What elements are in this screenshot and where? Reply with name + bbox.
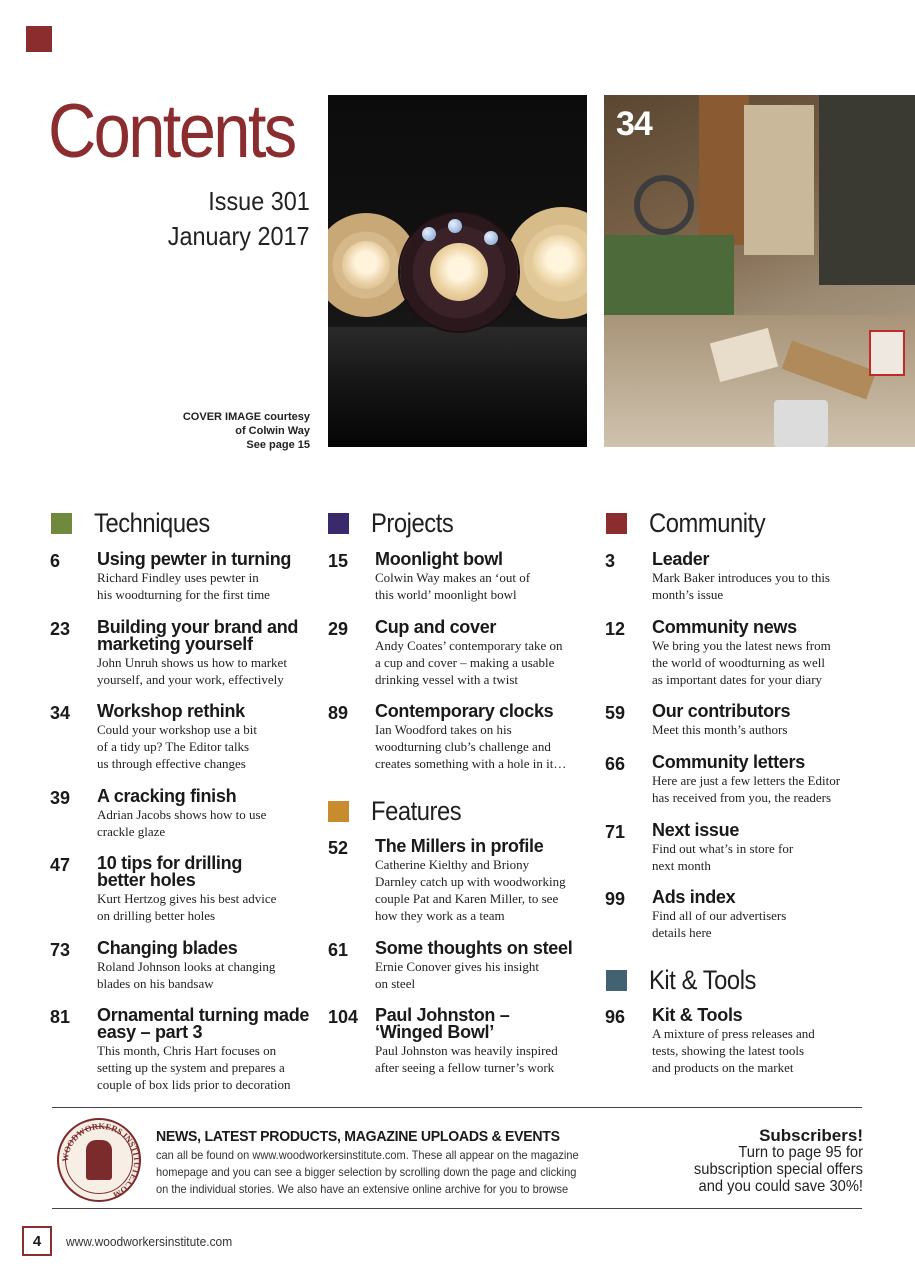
logo-lettering	[59, 1120, 143, 1204]
toc-entry-title: Our contributors	[652, 701, 791, 721]
toc-entry-title: Ornamental turning made easy – part 3	[97, 1005, 310, 1042]
cover-credit	[183, 410, 310, 452]
toc-entry-title: Paul Johnston – ‘Winged Bowl’	[375, 1005, 510, 1042]
section-projects	[328, 508, 465, 539]
toc-entry-description: We bring you the latest news from the world of woodturning as well as important dates for your diary	[652, 638, 831, 687]
toc-entry-title: Ads index	[652, 887, 736, 907]
toc-page-number: 89	[328, 703, 349, 723]
toc-page-number: 6	[50, 551, 61, 571]
page-number: 4	[22, 1226, 52, 1256]
toc-entry-title: Community news	[652, 617, 797, 637]
toc-entry-title: 10 tips for drilling better holes	[97, 853, 243, 890]
subscribers-body: Turn to page 95 for subscription special offers and you could save 30%!	[693, 1144, 863, 1195]
workshop-door	[699, 95, 749, 245]
news-heading: NEWS, LATEST PRODUCTS, MAGAZINE UPLOADS & EVENTS	[156, 1128, 560, 1145]
section-marker	[606, 970, 627, 991]
section-techniques	[51, 508, 226, 539]
cover-credit-line: COVER IMAGE courtesy	[182, 411, 310, 423]
toc-entry-description: Mark Baker introduces you to this month’s issue	[652, 570, 830, 602]
toc-entry-description: Find all of our advertisers details here	[652, 908, 787, 940]
toc-entry-description: Andy Coates’ contemporary take on a cup and cover – making a usable drinking vessel with a twist	[375, 638, 563, 687]
section-marker	[606, 513, 627, 534]
section-marker	[328, 801, 349, 822]
cover-credit-line: of Colwin Way	[235, 425, 310, 437]
toc-entry-title: Kit & Tools	[652, 1005, 743, 1025]
corner-marker	[26, 26, 52, 52]
toc-entry-title: Workshop rethink	[97, 701, 245, 721]
section-kit-tools	[606, 965, 771, 996]
toc-page-number: 59	[605, 703, 626, 723]
toc-page-number: 15	[328, 551, 349, 571]
section-marker	[328, 513, 349, 534]
issue-number: Issue 301	[208, 186, 310, 216]
section-label: Community	[649, 508, 766, 538]
page-title: Contents	[48, 89, 295, 174]
toc-entry-description: Ian Woodford takes on his woodturning club’s challenge and creates something with a hole in it…	[375, 722, 567, 771]
toc-page-number: 52	[328, 838, 349, 858]
moon-spot	[422, 227, 436, 241]
toc-entry-description: Meet this month’s authors	[652, 722, 788, 737]
issue-date: January 2017	[168, 221, 310, 251]
footer-divider	[52, 1208, 862, 1209]
svg-text:WOODWORKERS INSTITUTE.COM: WOODWORKERS INSTITUTE.COM	[59, 1120, 143, 1201]
toc-page-number: 104	[328, 1007, 359, 1027]
woodworkers-institute-logo[interactable]	[57, 1118, 141, 1202]
toc-entry-title: Community letters	[652, 752, 805, 772]
toc-entry-description: Richard Findley uses pewter in his woodturning for the first time	[97, 570, 270, 602]
toc-entry-title: A cracking finish	[97, 786, 237, 806]
toc-page-number: 3	[605, 551, 616, 571]
toc-entry-description: Could your workshop use a bit of a tidy up? The Editor talks us through effective changes	[97, 722, 257, 771]
toc-page-number: 47	[50, 855, 71, 875]
toc-entry-title: Using pewter in turning	[97, 549, 292, 569]
moon-spot	[484, 231, 498, 245]
workshop-lathe	[604, 235, 734, 315]
toc-entry-title: Next issue	[652, 820, 740, 840]
cover-credit-line: See page 15	[246, 439, 310, 451]
toc-page-number: 71	[605, 822, 626, 842]
toc-page-number: 96	[605, 1007, 626, 1027]
toc-entry-title: Changing blades	[97, 938, 238, 958]
workshop-wall	[819, 95, 915, 285]
website-link[interactable]: www.woodworkersinstitute.com	[66, 1234, 233, 1249]
toc-page-number: 99	[605, 889, 626, 909]
toc-entry-description: Kurt Hertzog gives his best advice on drilling better holes	[97, 891, 277, 923]
toc-entry-title: Contemporary clocks	[375, 701, 554, 721]
toc-entry-title: The Millers in profile	[375, 836, 544, 856]
paint-can	[869, 330, 905, 376]
toc-entry-description: John Unruh shows us how to market yourself, and your work, effectively	[97, 655, 287, 687]
toc-entry-description: This month, Chris Hart focuses on setting up the system and prepares a couple of box lids prior to decoration	[97, 1043, 291, 1092]
toc-page-number: 39	[50, 788, 71, 808]
toc-entry-description: Adrian Jacobs shows how to use crackle glaze	[97, 807, 267, 839]
toc-entry-title: Building your brand and marketing yourself	[97, 617, 299, 654]
bucket	[774, 400, 828, 447]
cover-image[interactable]	[328, 95, 587, 447]
toc-entry-title: Moonlight bowl	[375, 549, 503, 569]
section-label: Kit & Tools	[649, 965, 756, 995]
toc-entry-description: Paul Johnston was heavily inspired after seeing a fellow turner’s work	[375, 1043, 558, 1075]
toc-entry-description: Here are just a few letters the Editor has received from you, the readers	[652, 773, 841, 805]
toc-entry-description: Ernie Conover gives his insight on steel	[375, 959, 539, 991]
workshop-image[interactable]	[604, 95, 915, 447]
toc-entry-description: Colwin Way makes an ‘out of this world’ moonlight bowl	[375, 570, 531, 602]
section-features	[328, 796, 474, 827]
moon-spot	[448, 219, 462, 233]
section-label: Features	[371, 796, 462, 826]
footer-divider	[52, 1107, 862, 1108]
toc-entry-description: A mixture of press releases and tests, showing the latest tools and products on the market	[652, 1026, 815, 1075]
photo-page-number: 34	[616, 105, 652, 143]
bowl-right	[506, 207, 587, 319]
toc-entry-description: Catherine Kielthy and Briony Darnley catch up with woodworking couple Pat and Karen Miller, to see how they work as a team	[375, 857, 566, 923]
toc-page-number: 34	[50, 703, 71, 723]
toc-entry-title: Cup and cover	[375, 617, 497, 637]
toc-entry-description: Roland Johnson looks at changing blades on his bandsaw	[97, 959, 276, 991]
toc-page-number: 73	[50, 940, 71, 960]
news-body: can all be found on www.woodworkersinstitute.com. These all appear on the magazine homepage and you can see a bigger selection by scrolling down the page and clicking on the individual stories. We also have an extensive online archive for you to browse	[156, 1148, 579, 1196]
moonlight-bowl	[400, 213, 518, 331]
workshop-wheel	[634, 175, 694, 235]
subscribers-heading: Subscribers!	[759, 1126, 863, 1145]
toc-page-number: 29	[328, 619, 349, 639]
section-label: Projects	[371, 508, 454, 538]
toc-page-number: 81	[50, 1007, 71, 1027]
toc-page-number: 66	[605, 754, 626, 774]
toc-page-number: 23	[50, 619, 71, 639]
toc-entry-title: Some thoughts on steel	[375, 938, 573, 958]
toc-page-number: 12	[605, 619, 626, 639]
toc-entry-title: Leader	[652, 549, 710, 569]
photo-shadow	[328, 327, 587, 367]
section-community	[606, 508, 781, 539]
section-marker	[51, 513, 72, 534]
toc-page-number: 61	[328, 940, 349, 960]
workshop-shelf	[744, 105, 814, 255]
section-label: Techniques	[94, 508, 210, 538]
toc-entry-description: Find out what’s in store for next month	[652, 841, 794, 873]
